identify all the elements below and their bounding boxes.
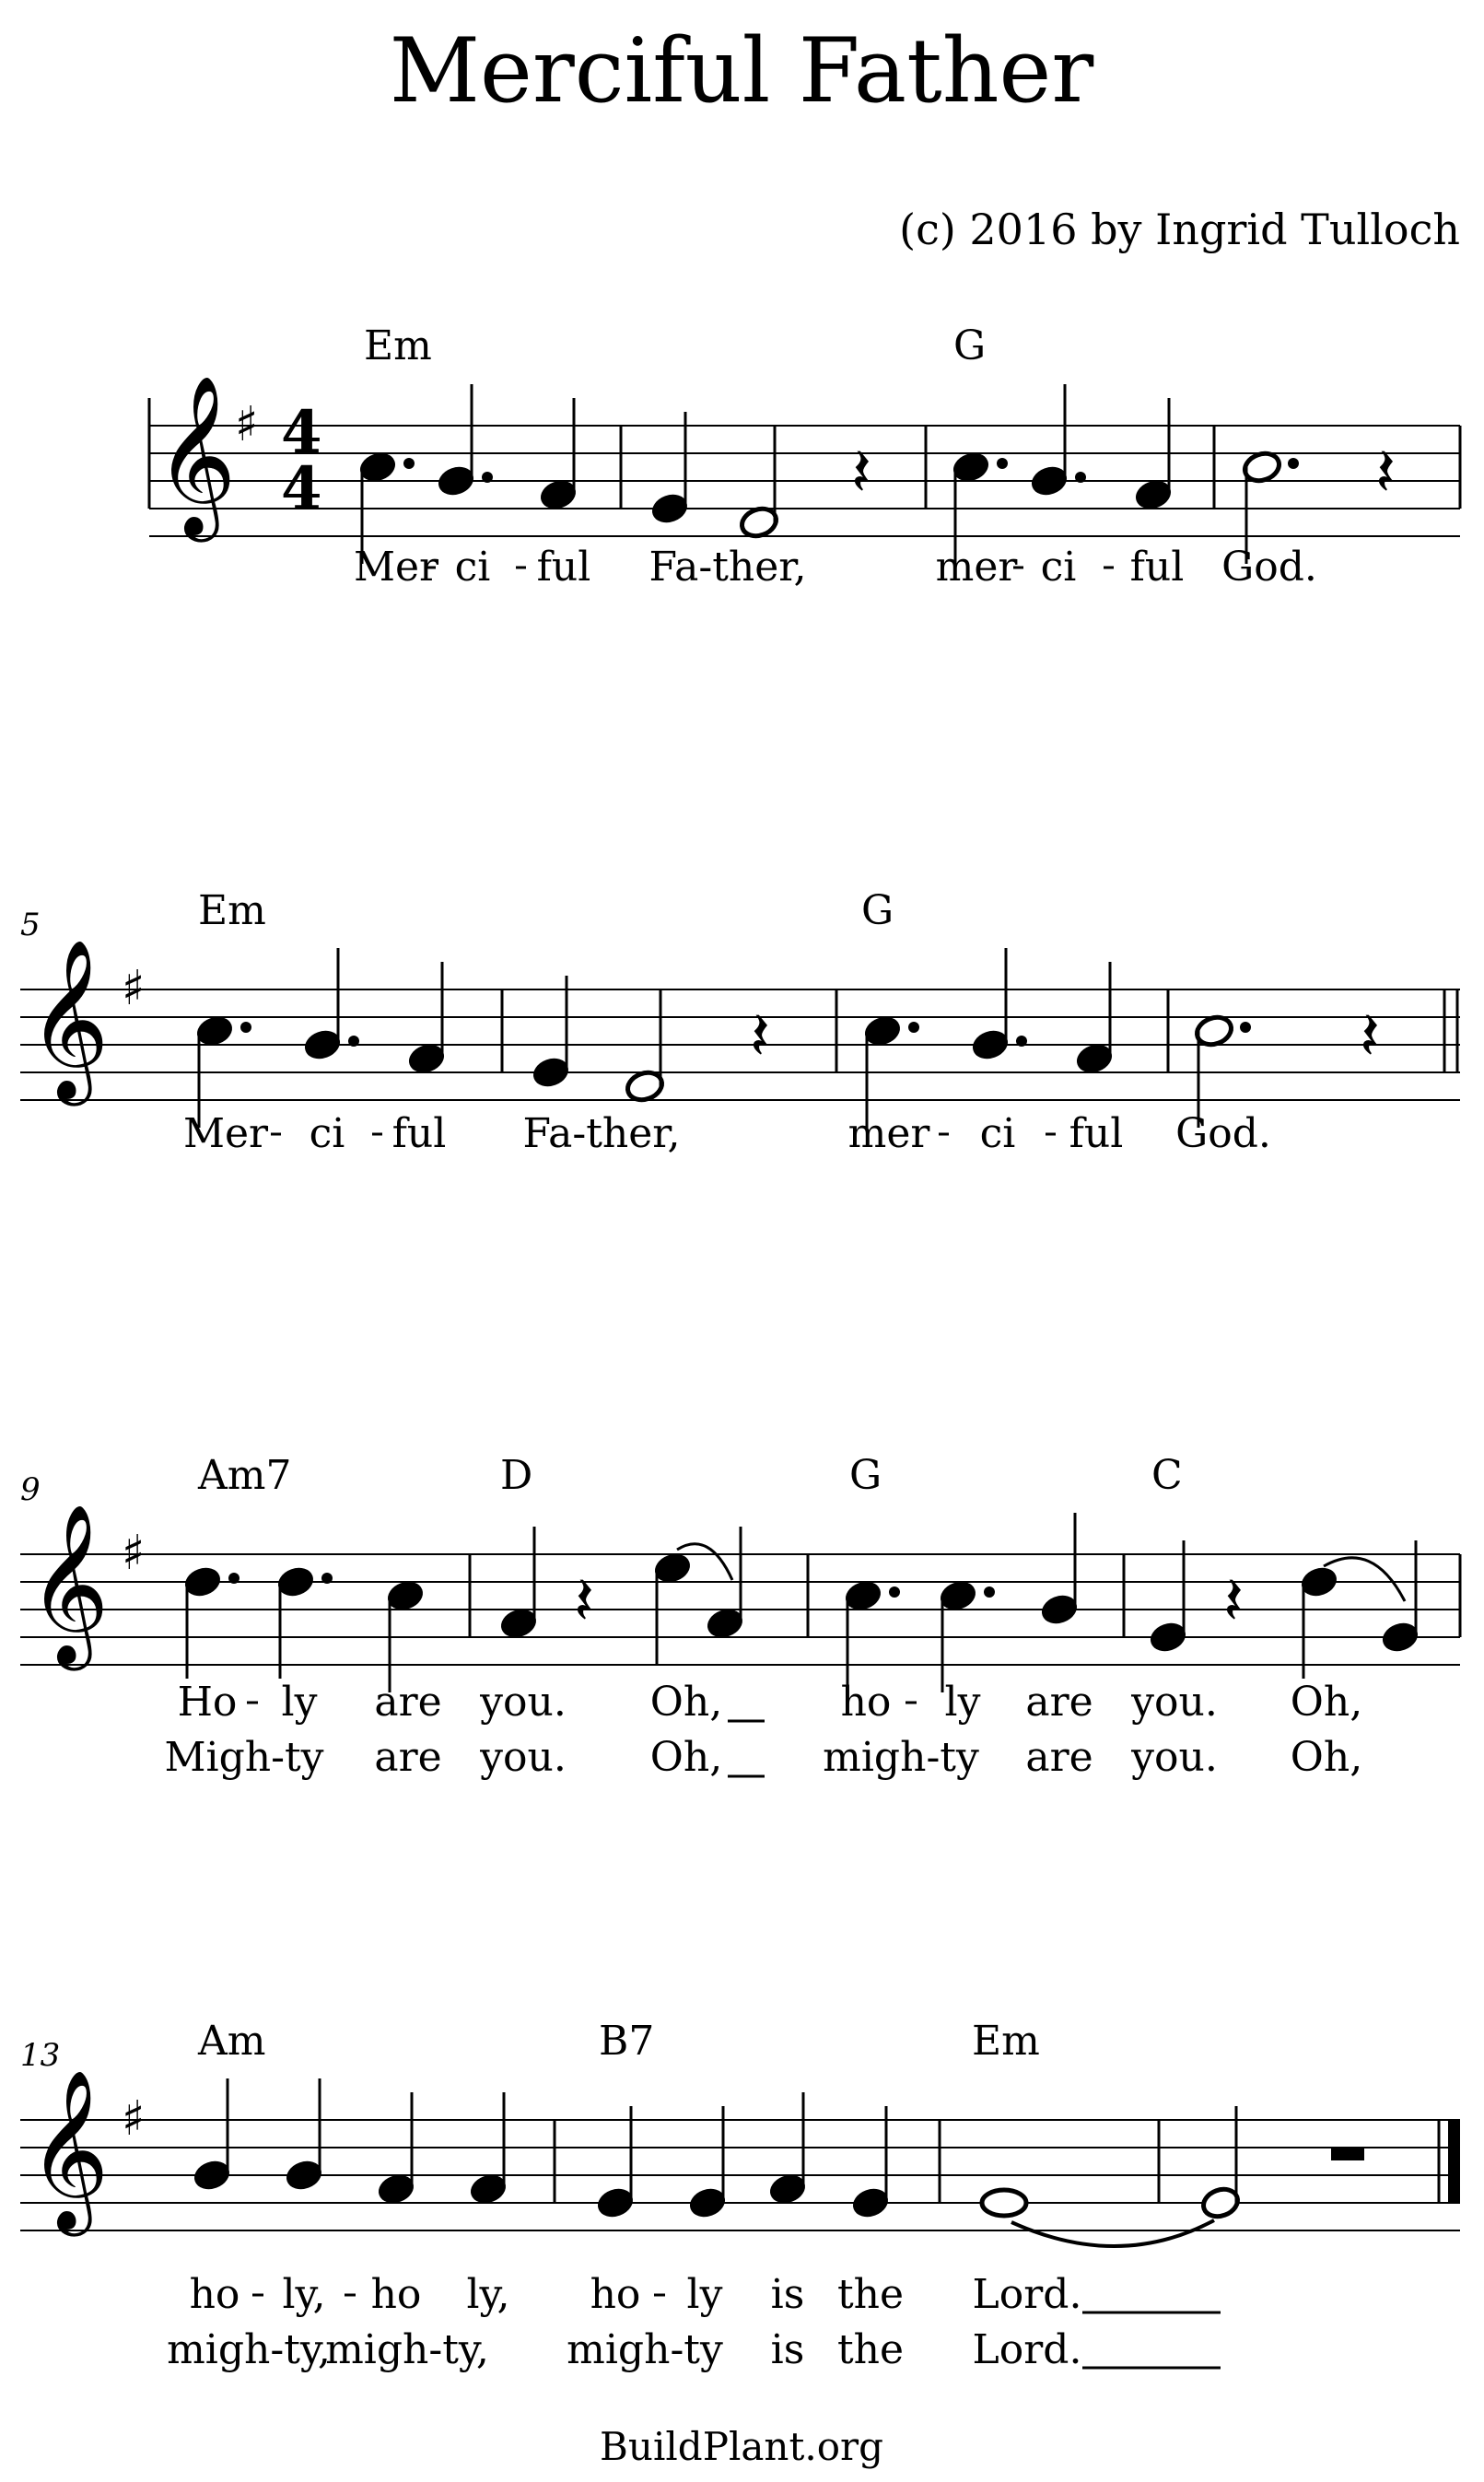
lyric: ly: [281, 1679, 318, 1726]
lyric: Fa-ther,: [649, 544, 807, 591]
quarter-rest: 𝄽: [851, 433, 872, 510]
lyric: Lord.: [972, 2271, 1082, 2318]
chord-symbol: Em: [364, 322, 432, 369]
footer-credit: BuildPlant.org: [600, 2424, 883, 2469]
lyric: you.: [480, 1734, 567, 1781]
dot: [889, 1586, 900, 1598]
key-signature-sharp: ♯: [122, 1526, 146, 1581]
lyric: Lord.: [972, 2326, 1082, 2373]
system-1: [149, 322, 1460, 591]
chord-symbol: G: [849, 1452, 882, 1499]
lyric: Ho: [177, 1679, 238, 1726]
lyric: is: [770, 2326, 805, 2373]
lyric: you.: [480, 1679, 567, 1726]
staff: [20, 989, 1460, 1100]
lyric: are: [1025, 1679, 1093, 1726]
dot: [908, 1022, 919, 1033]
lyric: migh-ty: [567, 2326, 723, 2373]
lyric: ful: [1129, 544, 1185, 591]
dot: [240, 1022, 251, 1033]
measure-number: 13: [20, 2037, 61, 2074]
lyric: migh-ty,: [325, 2326, 489, 2373]
system-2: [20, 887, 1460, 1157]
system-4: [20, 2018, 1460, 2373]
tie: [1011, 2220, 1214, 2246]
quarter-rest: 𝄽: [574, 1562, 595, 1639]
lyric: ly: [944, 1679, 981, 1726]
lyric: Oh,: [1290, 1679, 1363, 1726]
lyric: ful: [1069, 1110, 1124, 1157]
dot: [1075, 472, 1086, 483]
key-signature-sharp: ♯: [122, 961, 146, 1016]
treble-clef: 𝄞: [28, 939, 110, 1099]
lyric: Fa-ther,: [522, 1110, 681, 1157]
dot: [403, 458, 415, 469]
lyric: ho: [189, 2271, 240, 2318]
lyric: ful: [536, 544, 591, 591]
lyric: are: [1025, 1734, 1093, 1781]
composer-credit: (c) 2016 by Ingrid Tulloch: [899, 205, 1460, 254]
chord-symbol: Am: [198, 2018, 266, 2065]
lyric: migh-ty,: [167, 2326, 331, 2373]
lyric: mer: [935, 544, 1018, 591]
lyric: ful: [391, 1110, 447, 1157]
treble-clef: 𝄞: [28, 2069, 110, 2230]
final-barline: [1448, 2120, 1460, 2203]
lyric: God.: [1221, 544, 1317, 591]
dot: [321, 1573, 333, 1584]
key-signature-sharp: ♯: [122, 2091, 146, 2147]
quarter-rest: 𝄽: [1375, 433, 1396, 510]
treble-clef: 𝄞: [28, 1504, 110, 1664]
chord-symbol: G: [953, 322, 987, 369]
lyric: Mer: [182, 1110, 269, 1157]
lyric: you.: [1131, 1734, 1218, 1781]
lyric: you.: [1131, 1679, 1218, 1726]
lyric: Oh,: [1290, 1734, 1363, 1781]
lyric: the: [836, 2271, 905, 2318]
lyric: Migh-ty: [164, 1734, 324, 1781]
time-signature-top: 4: [281, 398, 322, 467]
chord-symbol: G: [861, 887, 894, 934]
lyric: God.: [1175, 1110, 1271, 1157]
lyric: Mer: [353, 544, 439, 591]
notes: [191, 2078, 1364, 2221]
chord-symbol: B7: [599, 2018, 655, 2065]
treble-clef: 𝄞: [155, 375, 237, 535]
lyric: are: [374, 1679, 442, 1726]
lyric: are: [374, 1734, 442, 1781]
measure-number: 9: [20, 1471, 41, 1508]
dot: [482, 472, 493, 483]
lyric: Oh,: [649, 1679, 723, 1726]
system-3: [20, 1452, 1460, 1781]
lyric: Oh,: [649, 1734, 723, 1781]
lyric: ci: [979, 1110, 1016, 1157]
lyric: the: [836, 2326, 905, 2373]
chord-symbol: D: [500, 1452, 533, 1499]
lyric: is: [770, 2271, 805, 2318]
quarter-rest: 𝄽: [750, 997, 771, 1074]
chord-symbol: Am7: [198, 1452, 292, 1499]
lyric: ly,: [466, 2271, 510, 2318]
lyric: migh-ty: [823, 1734, 979, 1781]
dot: [1288, 458, 1299, 469]
staff: [20, 2120, 1460, 2230]
quarter-rest: 𝄽: [1360, 997, 1381, 1074]
lyric: mer: [847, 1110, 930, 1157]
chord-symbol: Em: [972, 2018, 1040, 2065]
dot: [228, 1573, 240, 1584]
lyric: ci: [1040, 544, 1077, 591]
lyric: ho: [840, 1679, 892, 1726]
lyric: ho: [370, 2271, 422, 2318]
quarter-rest: 𝄽: [1223, 1562, 1244, 1639]
time-signature-bottom: 4: [281, 454, 322, 523]
notehead: [982, 2190, 1026, 2216]
lyric: ci: [454, 544, 491, 591]
dot: [1016, 1036, 1027, 1047]
dot: [348, 1036, 359, 1047]
song-title: Merciful Father: [389, 19, 1094, 123]
dot: [984, 1586, 995, 1598]
chord-symbol: C: [1151, 1452, 1183, 1499]
chord-symbol: Em: [198, 887, 266, 934]
lyric: ly: [686, 2271, 723, 2318]
lyric: ci: [309, 1110, 345, 1157]
key-signature-sharp: ♯: [235, 397, 259, 452]
measure-number: 5: [20, 907, 41, 943]
dot: [997, 458, 1008, 469]
lyric: ly,: [282, 2271, 326, 2318]
lyric: ho: [590, 2271, 641, 2318]
dot: [1240, 1022, 1251, 1033]
half-rest: [1331, 2148, 1364, 2160]
